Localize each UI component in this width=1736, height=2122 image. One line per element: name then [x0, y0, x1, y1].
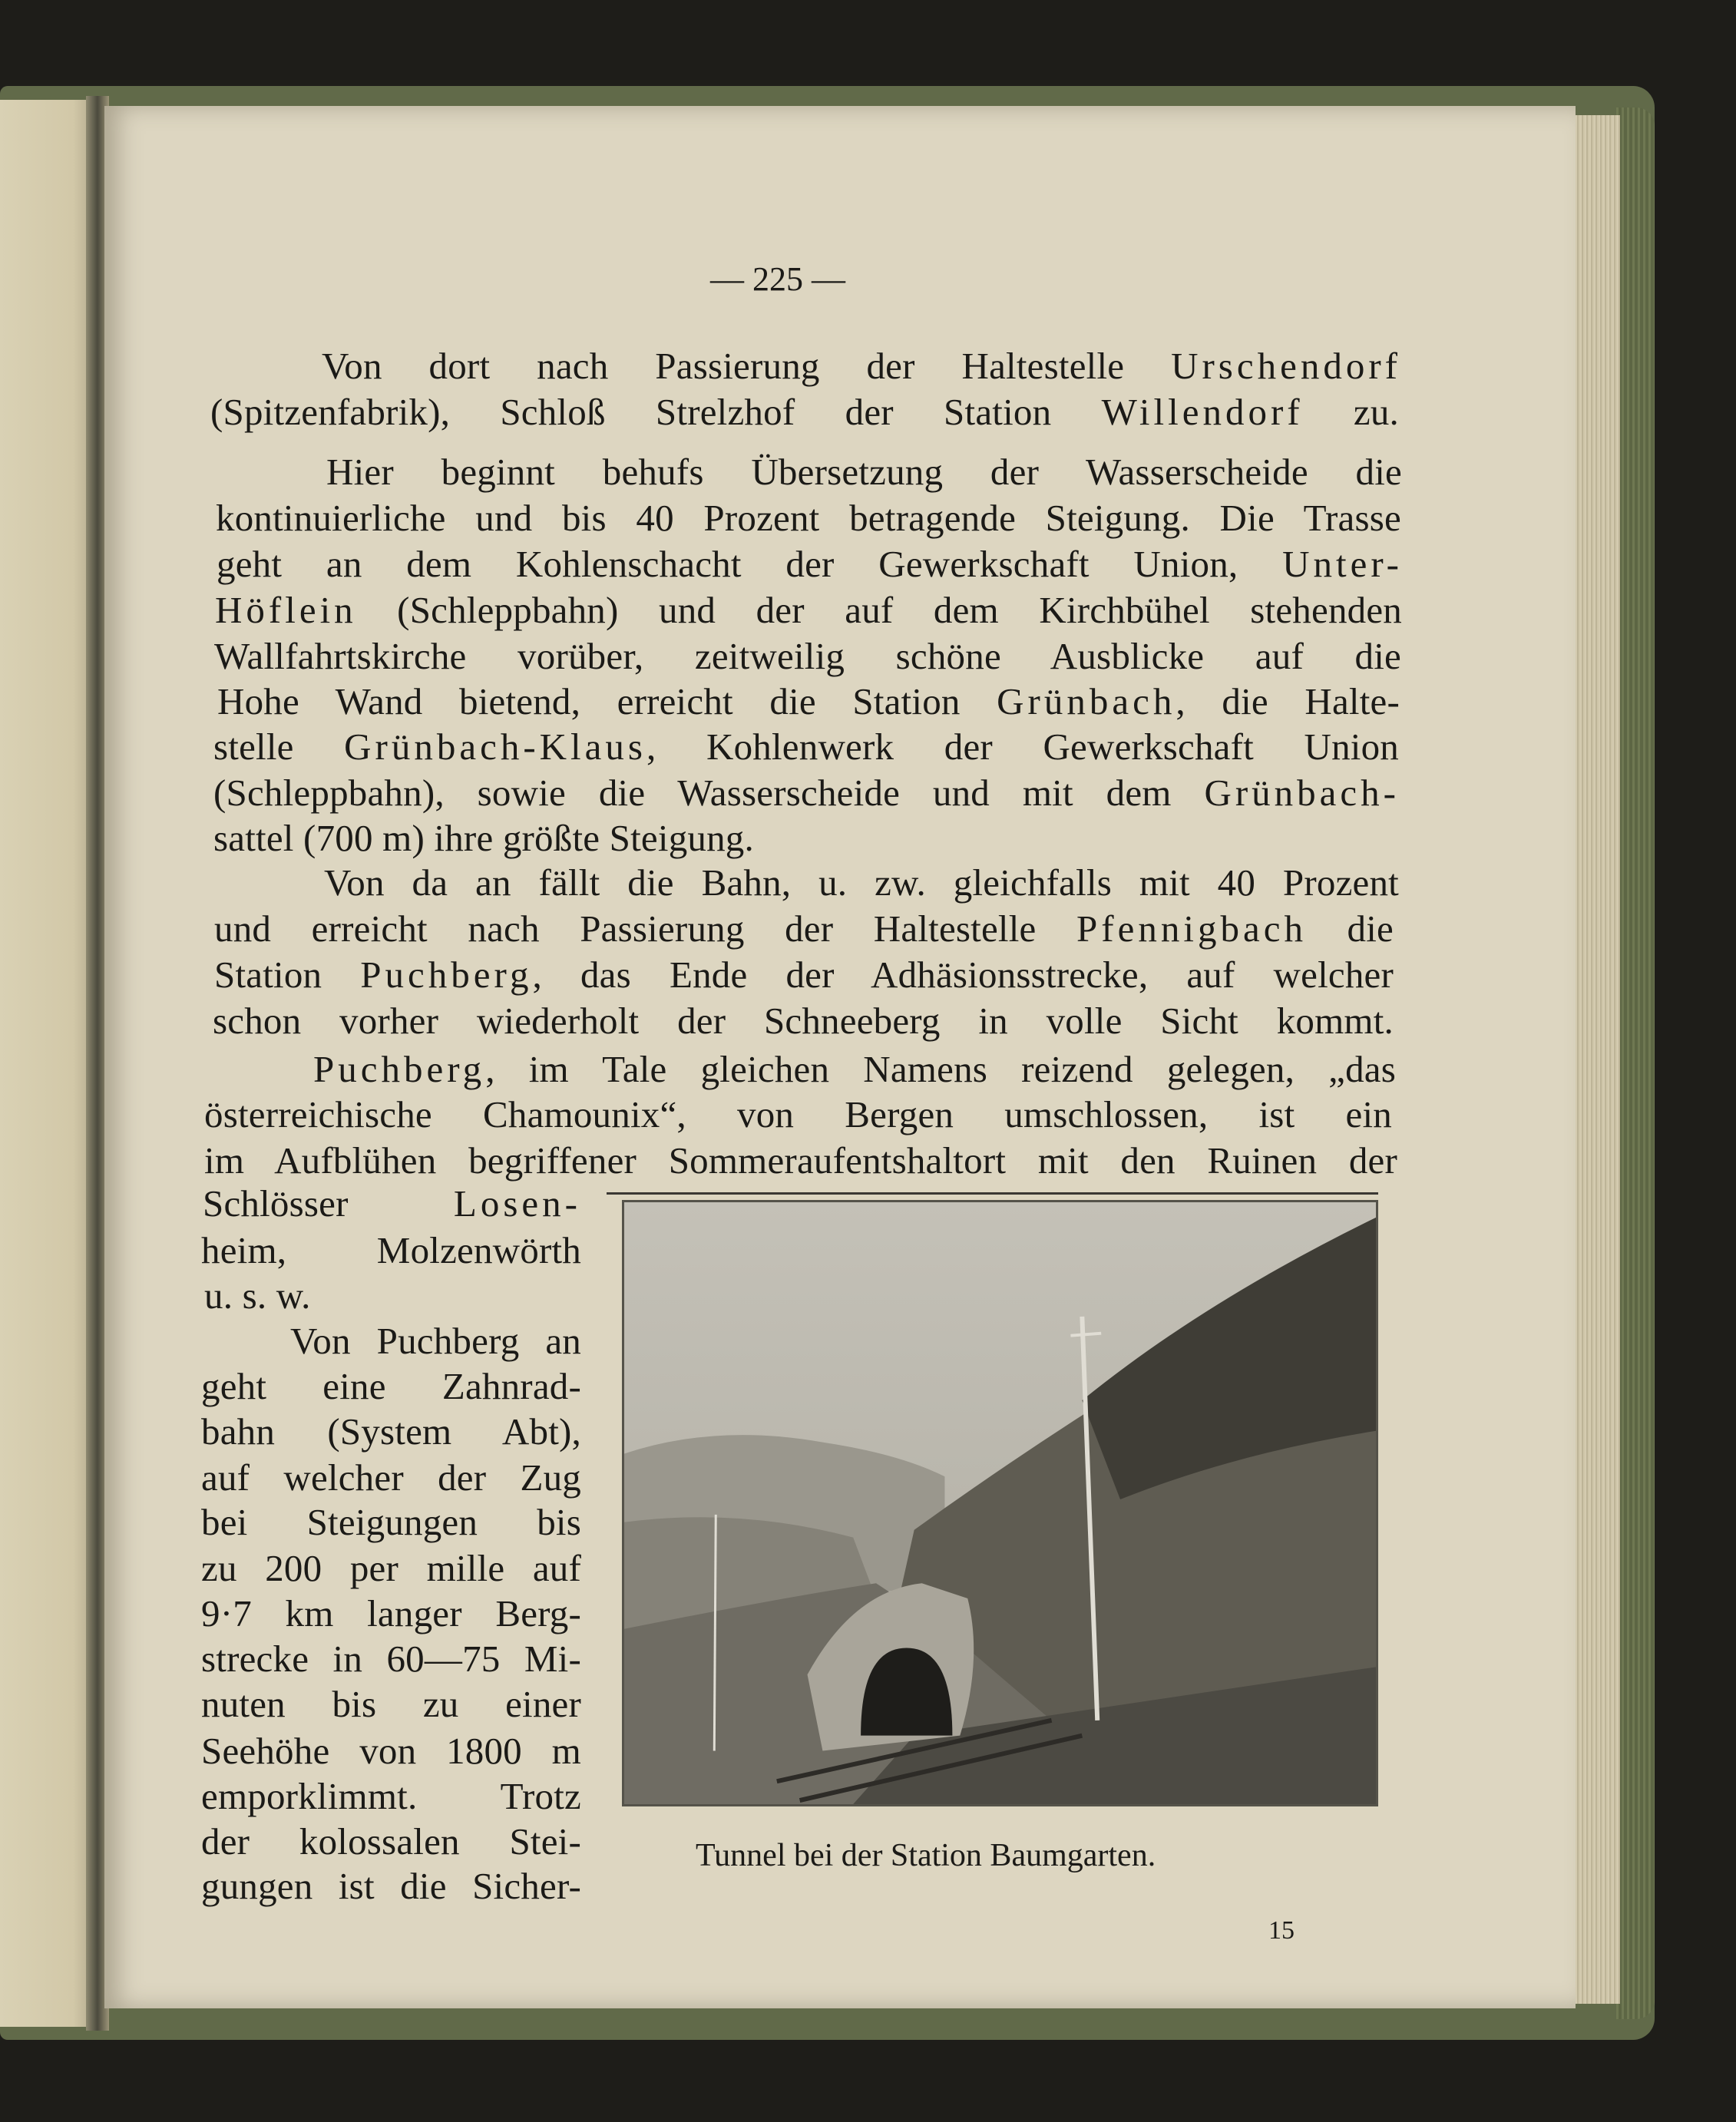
- column-text-line: [290, 1322, 581, 1360]
- column-text-line: [201, 1549, 581, 1587]
- line-segment: Puchberg: [360, 954, 533, 996]
- column-text-line: [201, 1410, 581, 1453]
- body-text-line: [204, 1139, 1397, 1182]
- line-segment: u. s. w.: [204, 1274, 311, 1317]
- column-text-line: [201, 1777, 581, 1815]
- line-segment: 9·7 km langer Berg-: [201, 1592, 581, 1634]
- body-text-line: [217, 545, 1403, 583]
- signature-mark: 15: [1268, 1916, 1295, 1945]
- column-text-line: [201, 1685, 581, 1723]
- column-text-line: [204, 1274, 353, 1317]
- column-text-line: [201, 1867, 581, 1905]
- photo-caption: Tunnel bei der Station Baumgarten.: [696, 1838, 1156, 1873]
- body-text-line: [214, 954, 1394, 996]
- column-text-line: [201, 1367, 581, 1405]
- page-number: — 225 —: [710, 260, 845, 298]
- line-segment: emporklimmt. Trotz: [201, 1775, 581, 1817]
- line-segment: Wallfahrtskirche vorüber, zeitweilig schöne Ausblicke auf die: [214, 635, 1401, 677]
- body-text-line: [216, 499, 1401, 537]
- column-text-line: [201, 1231, 581, 1269]
- column-text-line: [201, 1732, 581, 1770]
- line-segment: Losen-: [453, 1182, 581, 1225]
- tunnel-photo-illustration: [624, 1202, 1376, 1804]
- line-segment: Hohe Wand bietend, erreicht die Station: [217, 680, 997, 722]
- column-text-line: [201, 1638, 581, 1680]
- column-text-line: [201, 1456, 581, 1499]
- line-segment: (Schleppbahn), sowie die Wasserscheide und mit dem: [213, 772, 1205, 814]
- body-text-line: [324, 861, 1399, 904]
- line-segment: strecke in 60—75 Mi-: [201, 1638, 581, 1680]
- body-text-line: [217, 680, 1400, 722]
- tunnel-photo: [622, 1200, 1378, 1806]
- body-text-line: [213, 819, 898, 857]
- line-segment: Pfennigbach: [1076, 907, 1307, 950]
- line-segment: Von da an fällt die Bahn, u. zw. gleichfalls mit 40 Prozent: [324, 861, 1399, 904]
- line-segment: (700 m) ihre größte Steigung.: [293, 817, 754, 859]
- line-segment: zu 200 per mille auf: [201, 1547, 581, 1589]
- line-segment: Willendorf: [1101, 391, 1304, 433]
- body-text-line: [215, 591, 1402, 629]
- line-segment: zu.: [1303, 391, 1399, 433]
- line-segment: nuten bis zu einer: [201, 1683, 581, 1725]
- line-segment: geht an dem Kohlenschacht der Gewerkschaft Union,: [217, 543, 1283, 585]
- body-text-line: [213, 1002, 1394, 1040]
- line-segment: Grünbach: [997, 680, 1176, 722]
- line-segment: Grünbach-Klaus: [344, 726, 646, 768]
- cover-spine-edge: [1616, 107, 1655, 2019]
- line-segment: Schlösser: [203, 1182, 454, 1225]
- line-segment: Von Puchberg an: [290, 1320, 581, 1362]
- line-segment: (Schleppbahn) und der auf dem Kirchbühel stehenden: [356, 589, 1402, 631]
- line-segment: (Spitzenfabrik), Schloß Strelzhof der Station: [210, 391, 1102, 433]
- line-segment: österreichische Chamounix“, von Bergen umschlossen, ist ein: [204, 1093, 1392, 1135]
- line-segment: kontinuierliche und bis 40 Prozent betragende Steigung. Die Trasse: [216, 497, 1401, 539]
- line-segment: sattel: [213, 817, 294, 859]
- line-segment: bei Steigungen bis: [201, 1501, 581, 1543]
- line-segment: auf welcher der Zug: [201, 1456, 581, 1499]
- body-text-line: [204, 1093, 1392, 1135]
- column-text-line: [201, 1592, 581, 1634]
- line-segment: , im Tale gleichen Namens reizend gelegen, „das: [485, 1048, 1396, 1090]
- body-text-line: [214, 907, 1394, 950]
- line-segment: Station: [214, 954, 361, 996]
- line-segment: Seehöhe von 1800 m: [201, 1730, 581, 1772]
- line-segment: Hier beginnt behufs Übersetzung der Wasserscheide die: [326, 451, 1402, 493]
- line-segment: und erreicht nach Passierung der Haltestelle: [214, 907, 1077, 950]
- line-segment: geht eine Zahnrad-: [201, 1365, 581, 1407]
- line-segment: die: [1306, 907, 1394, 950]
- line-segment: im Aufblühen begriffener Sommeraufentshaltort mit den Ruinen der: [204, 1139, 1397, 1182]
- body-text-line: [322, 347, 1401, 385]
- column-text-line: [203, 1182, 581, 1225]
- line-segment: Puchberg: [313, 1048, 486, 1090]
- column-text-line: [201, 1820, 581, 1863]
- body-text-line: [214, 637, 1401, 675]
- body-text-line: [326, 453, 1402, 491]
- line-segment: der kolossalen Stei-: [201, 1820, 581, 1863]
- line-segment: , die Halte-: [1176, 680, 1400, 722]
- body-text-line: [313, 1050, 1396, 1088]
- line-segment: Unter-: [1282, 543, 1403, 585]
- line-segment: stelle: [213, 726, 345, 768]
- body-text-line: [213, 772, 1400, 814]
- body-text-line: [213, 726, 1399, 768]
- line-segment: gungen ist die Sicher-: [201, 1865, 581, 1907]
- body-text-line: [210, 393, 1399, 431]
- line-segment: schon vorher wiederholt der Schneeberg in volle Sicht kommt.: [213, 1000, 1394, 1042]
- line-segment: bahn (System Abt),: [201, 1410, 581, 1453]
- line-segment: Urschendorf: [1171, 345, 1401, 387]
- column-text-line: [201, 1503, 581, 1541]
- photo-top-rule: [607, 1192, 1378, 1195]
- line-segment: , Kohlenwerk der Gewerkschaft Union: [646, 726, 1399, 768]
- line-segment: Von dort nach Passierung der Haltestelle: [322, 345, 1172, 387]
- line-segment: Höflein: [215, 589, 357, 631]
- line-segment: heim, Molzenwörth: [201, 1229, 581, 1271]
- line-segment: , das Ende der Adhäsionsstrecke, auf welcher: [532, 954, 1394, 996]
- line-segment: Grünbach-: [1204, 772, 1400, 814]
